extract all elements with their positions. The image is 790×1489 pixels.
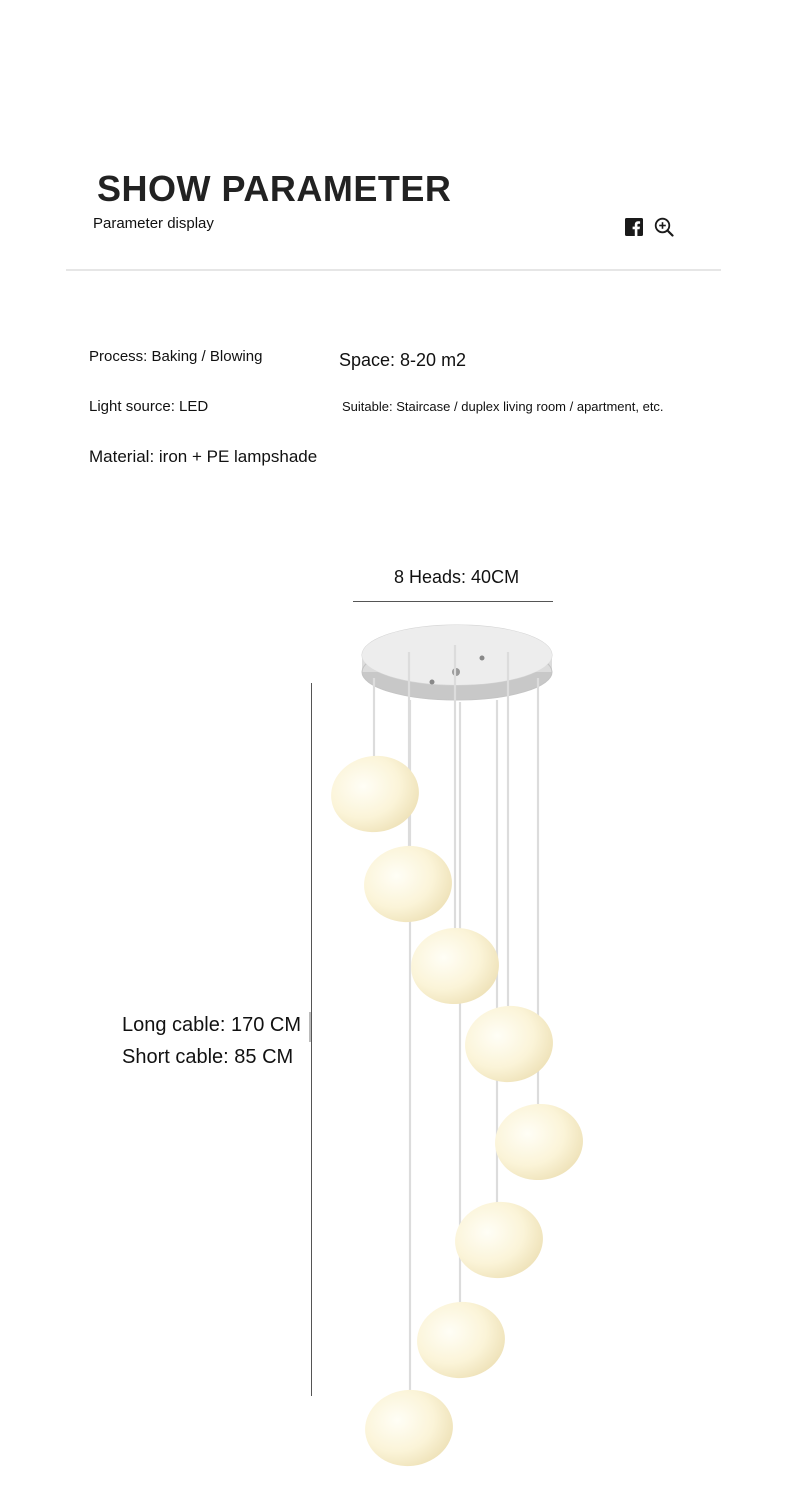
- header-divider: [66, 269, 721, 271]
- facebook-icon[interactable]: [625, 218, 643, 236]
- heads-dimension-line: [353, 601, 553, 602]
- long-cable-label: Long cable: 170 CM: [122, 1014, 302, 1036]
- pendant-lamp-illustration: [320, 610, 600, 1480]
- spec-light-source: Light source: LED: [89, 398, 209, 415]
- lamp-shades: [326, 750, 586, 1471]
- lamp-shade: [413, 1298, 508, 1383]
- height-dimension-tick: [309, 1012, 311, 1042]
- height-dimension-line: [311, 683, 312, 1396]
- lamp-shade: [461, 1002, 556, 1087]
- ceiling-canopy: [362, 625, 552, 700]
- lamp-shade: [492, 1100, 586, 1183]
- spec-space: Space: 8-20 m2: [339, 350, 467, 370]
- lamp-shade: [408, 924, 502, 1007]
- spec-process: Process: Baking / Blowing: [89, 348, 263, 365]
- zoom-in-icon[interactable]: [654, 217, 674, 237]
- heads-dimension-label: 8 Heads: 40CM: [394, 567, 520, 587]
- spec-suitable: Suitable: Staircase / duplex living room / apartment, etc.: [342, 399, 664, 414]
- lamp-shade: [360, 842, 455, 927]
- page-title: SHOW PARAMETER: [97, 168, 452, 209]
- lamp-shade: [451, 1197, 548, 1283]
- page-subtitle: Parameter display: [93, 215, 214, 232]
- spec-material: Material: iron + PE lampshade: [89, 447, 318, 466]
- short-cable-label: Short cable: 85 CM: [122, 1046, 294, 1068]
- lamp-shade: [361, 1385, 458, 1471]
